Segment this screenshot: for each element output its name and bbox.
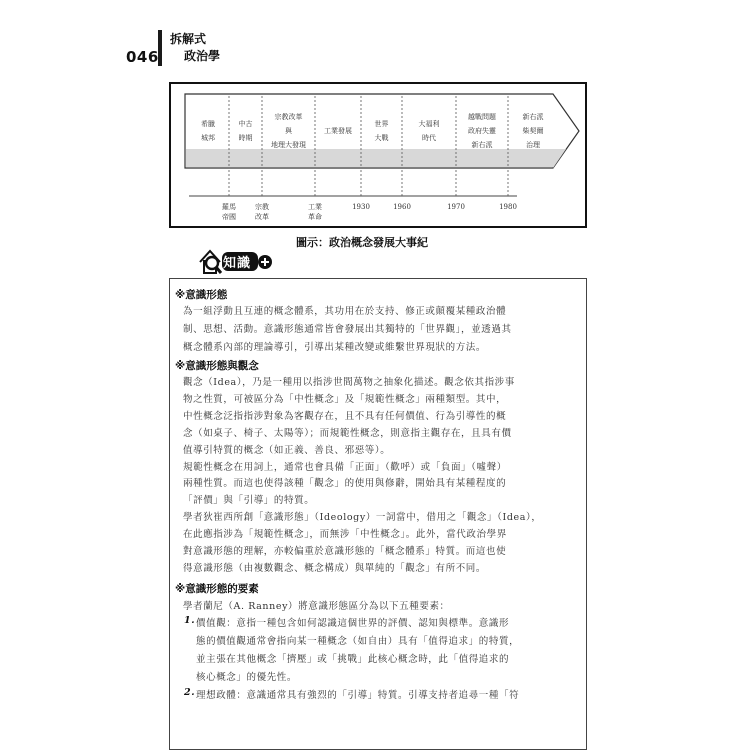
timeline-era-text: 工業發展	[324, 127, 352, 135]
timeline-era-text: 柴契爾	[522, 127, 544, 135]
timeline-tick-text: 1960	[393, 203, 411, 211]
timeline-tick-label	[242, 202, 282, 222]
knowledge-badge-label: 知識	[223, 256, 252, 271]
timeline-figure	[169, 82, 587, 228]
timeline-era-text: 大福利	[418, 120, 440, 128]
paragraph-line: 規範性概念在用詞上，通常也會具備「正面」（歡呼）或「負面」（噓聲）	[183, 461, 507, 473]
paragraph-line: 在此應指涉為「規範性概念」，而無涉「中性概念」。此外，當代政治學界	[183, 529, 507, 541]
book-title-line2: 政治學	[184, 49, 221, 63]
timeline-era-text: 政府失靈	[468, 127, 496, 135]
list-item-line: 核心概念」的優先性。	[196, 672, 298, 683]
section-heading: ※意識形態	[175, 289, 228, 301]
timeline-tick-text: 宗教	[255, 203, 269, 211]
timeline-era-text: 新右派	[471, 141, 493, 149]
timeline-era-text: 與	[285, 127, 292, 135]
paragraph-line: 兩種性質。而這也使得該種「觀念」的使用與修辭，開始具有某種程度的	[183, 478, 507, 490]
list-item-line: 價值觀：意指一種包含如何認識這個世界的評價、認知與標準。意識形	[196, 618, 510, 629]
paragraph-line: 對意識形態的理解，亦較偏重於意識形態的「概念體系」特質。而這也使	[183, 546, 507, 557]
timeline-era-text: 越戰問題	[468, 113, 496, 121]
timeline-era-text: 時代	[422, 134, 436, 142]
paragraph-line: 「評價」與「引導」的特質。	[183, 495, 315, 507]
list-item-line: 理想政體：意識通常具有強烈的「引導」特質。引導支持者追尋一種「符	[196, 690, 520, 701]
timeline-tick-label	[382, 202, 422, 212]
paragraph-line: 學者狄崔西所創「意識形態」（Ideology）一詞當中，借用之「觀念」（Idea），	[183, 512, 542, 524]
paragraph-line: 觀念（Idea），乃是一種用以指涉世間萬物之抽象化描述。觀念依其指涉事	[183, 377, 515, 388]
paragraph-line: 念（如桌子、椅子、太陽等）；而規範性概念，則意指主觀存在，且具有價	[183, 427, 512, 439]
timeline-era-text: 大戰	[374, 134, 389, 142]
timeline-tick-text: 改革	[255, 213, 269, 221]
timeline-era-text: 中古	[238, 120, 253, 128]
paragraph-line: 學者蘭尼（A. Ranney）將意識形態區分為以下五種要素：	[183, 601, 450, 612]
list-number: 2.	[184, 687, 196, 698]
timeline-era-text: 城邦	[201, 134, 215, 142]
timeline-era-text: 宗教改革	[274, 113, 303, 121]
figure-caption: 圖示：政治概念發展大事紀	[296, 236, 428, 249]
timeline-era-text: 世界	[374, 120, 389, 128]
timeline-tick-text: 1930	[352, 203, 370, 211]
timeline-era	[508, 110, 558, 152]
timeline-tick-text: 1980	[499, 203, 517, 211]
timeline-era	[229, 117, 262, 145]
timeline-tick-label	[436, 202, 476, 212]
book-title-line1: 拆解式	[170, 32, 207, 46]
timeline-era-text: 新右派	[522, 113, 544, 121]
timeline-tick-text: 革命	[308, 213, 322, 221]
list-item-line: 態的價值觀通常會指向某一種概念（如自由）具有「值得追求」的特質，	[196, 636, 520, 647]
timeline-era	[456, 110, 508, 152]
timeline-era-text: 治理	[526, 141, 540, 149]
paragraph-line: 值導引特質的概念（如正義、善良、邪惡等）。	[183, 444, 391, 456]
list-item-line: 並主張在其他概念「擠壓」或「挑戰」此核心概念時，此「值得追求的	[196, 654, 510, 665]
timeline-tick-text: 1970	[447, 203, 465, 211]
timeline-era-text: 地理大發現	[271, 141, 306, 149]
paragraph-line: 中性概念泛指指涉對象為客觀存在，且不具有任何價值、行為引導性的概	[183, 410, 507, 422]
timeline-era	[187, 117, 229, 145]
timeline-era	[262, 110, 315, 152]
paragraph-line: 物之性質，可被區分為「中性概念」及「規範性概念」兩種類型。其中，	[183, 393, 507, 405]
section-heading: ※意識形態與觀念	[175, 360, 259, 372]
paragraph-line: 概念體系內部的理論導引，引導出某種改變或維繫世界現狀的方法。	[183, 342, 487, 353]
timeline-tick-text: 羅馬	[222, 203, 236, 211]
section-heading: ※意識形態的要素	[175, 583, 259, 595]
timeline-era	[361, 117, 402, 145]
timeline-tick-label	[488, 202, 528, 212]
timeline-tick-label	[341, 202, 381, 212]
list-number: 1.	[184, 615, 196, 626]
paragraph-line: 得意識形態（由複數觀念、概念構成）與單純的「觀念」有所不同。	[183, 562, 487, 574]
timeline-tick-text: 工業	[308, 203, 322, 211]
paragraph-line: 為一組浮動且互連的概念體系，其功用在於支持、修正或顛覆某種政治體	[183, 306, 507, 317]
timeline-era	[402, 117, 456, 145]
timeline-era-text: 希臘	[201, 120, 215, 128]
timeline-tick-label	[295, 202, 335, 222]
timeline-era-text: 時期	[238, 134, 253, 142]
timeline-tick-text: 帝國	[222, 213, 236, 221]
timeline-era	[315, 124, 361, 138]
page-number: 046	[126, 48, 159, 66]
paragraph-line: 制、思想、活動。意識形態通常皆會發展出其獨特的「世界觀」，並透過其	[183, 324, 512, 335]
